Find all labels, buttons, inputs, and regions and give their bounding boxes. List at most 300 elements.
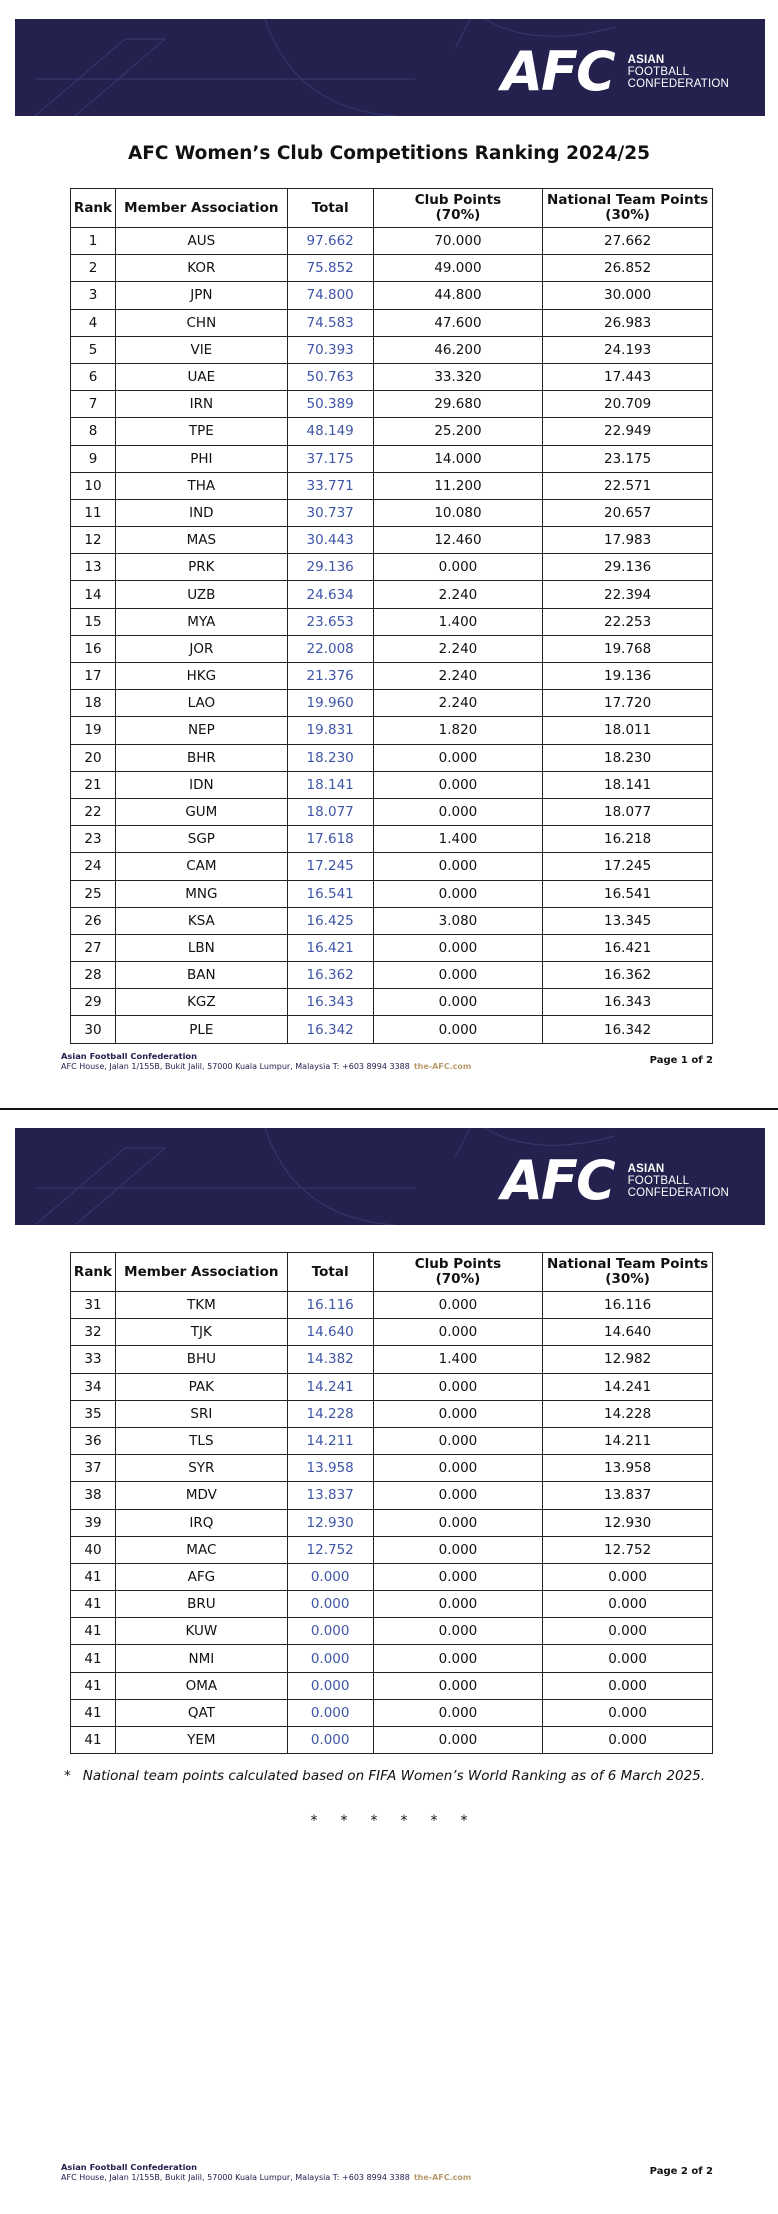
total-cell: 75.852 — [287, 255, 373, 282]
rank-cell: 31 — [71, 1292, 116, 1319]
member-association-cell: PRK — [115, 554, 287, 581]
member-association-cell: TJK — [115, 1319, 287, 1346]
member-association-cell: AUS — [115, 228, 287, 255]
table-row — [71, 1427, 713, 1454]
page-number-2: Page 2 of 2 — [649, 2166, 713, 2177]
table-row — [71, 391, 713, 418]
table-row — [71, 1016, 713, 1043]
rank-cell: 22 — [71, 798, 116, 825]
table-row — [71, 962, 713, 989]
member-association-cell: MDV — [115, 1482, 287, 1509]
member-association-cell: HKG — [115, 663, 287, 690]
national-team-points-cell: 26.852 — [543, 255, 713, 282]
club-points-cell: 0.000 — [373, 934, 543, 961]
footer-org: Asian Football Confederation — [61, 2162, 198, 2172]
member-association-cell: PAK — [115, 1373, 287, 1400]
club-points-cell: 0.000 — [373, 744, 543, 771]
rank-cell: 6 — [71, 363, 116, 390]
header-banner — [15, 19, 765, 116]
rank-cell: 14 — [71, 581, 116, 608]
total-cell: 74.583 — [287, 309, 373, 336]
rank-cell: 23 — [71, 826, 116, 853]
national-team-points-cell: 18.011 — [543, 717, 713, 744]
logo-line-3: CONFEDERATION — [627, 1187, 729, 1199]
table-row — [71, 1536, 713, 1563]
national-team-points-cell: 23.175 — [543, 445, 713, 472]
footer-2 — [61, 2162, 721, 2182]
member-association-cell: BHR — [115, 744, 287, 771]
header-national-team-points — [543, 1253, 713, 1292]
footer-org: Asian Football Confederation — [61, 1051, 198, 1061]
member-association-cell: THA — [115, 472, 287, 499]
header-national-points-label: National Team Points — [547, 1256, 709, 1272]
rank-cell: 24 — [71, 853, 116, 880]
total-cell: 14.211 — [287, 1427, 373, 1454]
total-cell: 16.541 — [287, 880, 373, 907]
national-team-points-cell: 29.136 — [543, 554, 713, 581]
national-team-points-cell: 19.136 — [543, 663, 713, 690]
member-association-cell: PLE — [115, 1016, 287, 1043]
table-row — [71, 880, 713, 907]
table-row — [71, 989, 713, 1016]
total-cell: 0.000 — [287, 1618, 373, 1645]
footer-website: the-AFC.com — [413, 2173, 472, 2182]
header-member-association: Member Association — [115, 1253, 287, 1292]
club-points-cell: 1.400 — [373, 1346, 543, 1373]
club-points-cell: 2.240 — [373, 581, 543, 608]
table-body-1 — [71, 228, 713, 1044]
national-team-points-cell: 17.443 — [543, 363, 713, 390]
total-cell: 18.077 — [287, 798, 373, 825]
total-cell: 13.837 — [287, 1482, 373, 1509]
logo-line-2: FOOTBALL — [627, 66, 690, 78]
club-points-cell: 0.000 — [373, 771, 543, 798]
header-national-team-points — [543, 189, 713, 228]
club-points-cell: 0.000 — [373, 989, 543, 1016]
club-points-cell: 0.000 — [373, 1455, 543, 1482]
rank-cell: 39 — [71, 1509, 116, 1536]
footer-1 — [61, 1051, 721, 1071]
table-row — [71, 418, 713, 445]
star-separator: * — [460, 1813, 468, 1829]
table-row — [71, 255, 713, 282]
star-separator: * — [310, 1813, 318, 1829]
national-team-points-cell: 16.541 — [543, 880, 713, 907]
member-association-cell: OMA — [115, 1672, 287, 1699]
member-association-cell: YEM — [115, 1727, 287, 1754]
national-team-points-cell: 16.362 — [543, 962, 713, 989]
club-points-cell: 14.000 — [373, 445, 543, 472]
total-cell: 70.393 — [287, 336, 373, 363]
page-number-1: Page 1 of 2 — [649, 1055, 713, 1066]
total-cell: 0.000 — [287, 1563, 373, 1590]
club-points-cell: 0.000 — [373, 1536, 543, 1563]
club-points-cell: 2.240 — [373, 635, 543, 662]
table-row — [71, 363, 713, 390]
club-points-cell: 0.000 — [373, 1427, 543, 1454]
total-cell: 16.343 — [287, 989, 373, 1016]
national-team-points-cell: 13.958 — [543, 1455, 713, 1482]
table-row — [71, 1591, 713, 1618]
table-row — [71, 907, 713, 934]
national-team-points-cell: 14.211 — [543, 1427, 713, 1454]
club-points-cell: 47.600 — [373, 309, 543, 336]
header-banner-2 — [15, 1128, 765, 1225]
national-team-points-cell: 16.421 — [543, 934, 713, 961]
member-association-cell: CHN — [115, 309, 287, 336]
afc-logo-mark: AFC — [501, 40, 614, 103]
national-team-points-cell: 22.394 — [543, 581, 713, 608]
rank-cell: 41 — [71, 1672, 116, 1699]
national-team-points-cell: 12.752 — [543, 1536, 713, 1563]
footnote — [64, 1768, 705, 1784]
total-cell: 16.342 — [287, 1016, 373, 1043]
afc-logo-text — [628, 54, 729, 90]
member-association-cell: IND — [115, 499, 287, 526]
club-points-cell: 3.080 — [373, 907, 543, 934]
rank-cell: 9 — [71, 445, 116, 472]
national-team-points-cell: 18.230 — [543, 744, 713, 771]
rank-cell: 29 — [71, 989, 116, 1016]
club-points-cell: 0.000 — [373, 1618, 543, 1645]
member-association-cell: AFG — [115, 1563, 287, 1590]
national-team-points-cell: 20.709 — [543, 391, 713, 418]
national-team-points-cell: 19.768 — [543, 635, 713, 662]
table-row — [71, 1618, 713, 1645]
table-row — [71, 228, 713, 255]
total-cell: 16.421 — [287, 934, 373, 961]
rank-cell: 13 — [71, 554, 116, 581]
header-club-points-pct: (70%) — [435, 1271, 481, 1287]
national-team-points-cell: 13.837 — [543, 1482, 713, 1509]
table-row — [71, 1727, 713, 1754]
table-row — [71, 1672, 713, 1699]
rank-cell: 35 — [71, 1400, 116, 1427]
afc-logo-2 — [501, 1149, 729, 1212]
rank-cell: 30 — [71, 1016, 116, 1043]
national-team-points-cell: 14.640 — [543, 1319, 713, 1346]
member-association-cell: KGZ — [115, 989, 287, 1016]
national-team-points-cell: 0.000 — [543, 1727, 713, 1754]
member-association-cell: MAC — [115, 1536, 287, 1563]
total-cell: 17.618 — [287, 826, 373, 853]
national-team-points-cell: 20.657 — [543, 499, 713, 526]
rank-cell: 34 — [71, 1373, 116, 1400]
member-association-cell: TPE — [115, 418, 287, 445]
member-association-cell: BAN — [115, 962, 287, 989]
rank-cell: 19 — [71, 717, 116, 744]
member-association-cell: KOR — [115, 255, 287, 282]
rank-cell: 25 — [71, 880, 116, 907]
club-points-cell: 0.000 — [373, 853, 543, 880]
total-cell: 0.000 — [287, 1699, 373, 1726]
table-row — [71, 309, 713, 336]
star-separator: * — [400, 1813, 408, 1829]
member-association-cell: TLS — [115, 1427, 287, 1454]
rank-cell: 16 — [71, 635, 116, 662]
national-team-points-cell: 14.228 — [543, 1400, 713, 1427]
member-association-cell: BRU — [115, 1591, 287, 1618]
table-row — [71, 934, 713, 961]
national-team-points-cell: 22.571 — [543, 472, 713, 499]
table-header-row — [71, 189, 713, 228]
rank-cell: 8 — [71, 418, 116, 445]
member-association-cell: IRQ — [115, 1509, 287, 1536]
total-cell: 30.443 — [287, 527, 373, 554]
star-separator: * — [430, 1813, 438, 1829]
rank-cell: 2 — [71, 255, 116, 282]
total-cell: 19.831 — [287, 717, 373, 744]
footnote-text: National team points calculated based on FIFA Women’s World Ranking as of 6 March 2025. — [82, 1768, 706, 1784]
star-separator: * — [370, 1813, 378, 1829]
rank-cell: 36 — [71, 1427, 116, 1454]
header-club-points-label: Club Points — [414, 1256, 502, 1272]
page-2 — [0, 1110, 778, 2214]
club-points-cell: 44.800 — [373, 282, 543, 309]
rank-cell: 27 — [71, 934, 116, 961]
rank-cell: 12 — [71, 527, 116, 554]
national-team-points-cell: 16.342 — [543, 1016, 713, 1043]
table-row — [71, 1645, 713, 1672]
national-team-points-cell: 16.218 — [543, 826, 713, 853]
afc-logo-text-2 — [628, 1163, 729, 1199]
table-row — [71, 336, 713, 363]
national-team-points-cell: 16.116 — [543, 1292, 713, 1319]
total-cell: 0.000 — [287, 1727, 373, 1754]
rank-cell: 40 — [71, 1536, 116, 1563]
table-row — [71, 282, 713, 309]
total-cell: 23.653 — [287, 608, 373, 635]
table-row — [71, 1699, 713, 1726]
total-cell: 16.362 — [287, 962, 373, 989]
table-row — [71, 1292, 713, 1319]
club-points-cell: 2.240 — [373, 663, 543, 690]
club-points-cell: 25.200 — [373, 418, 543, 445]
total-cell: 74.800 — [287, 282, 373, 309]
national-team-points-cell: 27.662 — [543, 228, 713, 255]
rank-cell: 33 — [71, 1346, 116, 1373]
total-cell: 0.000 — [287, 1591, 373, 1618]
club-points-cell: 0.000 — [373, 798, 543, 825]
header-total: Total — [287, 189, 373, 228]
table-row — [71, 1346, 713, 1373]
rank-cell: 41 — [71, 1563, 116, 1590]
total-cell: 37.175 — [287, 445, 373, 472]
header-club-points — [373, 189, 543, 228]
club-points-cell: 1.820 — [373, 717, 543, 744]
national-team-points-cell: 0.000 — [543, 1645, 713, 1672]
header-club-points — [373, 1253, 543, 1292]
rank-cell: 38 — [71, 1482, 116, 1509]
member-association-cell: LBN — [115, 934, 287, 961]
member-association-cell: MAS — [115, 527, 287, 554]
table-row — [71, 690, 713, 717]
total-cell: 14.382 — [287, 1346, 373, 1373]
member-association-cell: UAE — [115, 363, 287, 390]
club-points-cell: 0.000 — [373, 1482, 543, 1509]
header-national-points-pct: (30%) — [605, 207, 650, 223]
national-team-points-cell: 22.949 — [543, 418, 713, 445]
table-row — [71, 1563, 713, 1590]
rank-cell: 1 — [71, 228, 116, 255]
table-row — [71, 1319, 713, 1346]
rank-cell: 10 — [71, 472, 116, 499]
header-club-points-label: Club Points — [414, 192, 502, 208]
logo-line-1: ASIAN — [627, 1163, 665, 1175]
club-points-cell: 29.680 — [373, 391, 543, 418]
club-points-cell: 0.000 — [373, 1016, 543, 1043]
national-team-points-cell: 26.983 — [543, 309, 713, 336]
table-row — [71, 663, 713, 690]
header-national-points-label: National Team Points — [547, 192, 709, 208]
national-team-points-cell: 16.343 — [543, 989, 713, 1016]
member-association-cell: IDN — [115, 771, 287, 798]
total-cell: 97.662 — [287, 228, 373, 255]
member-association-cell: NEP — [115, 717, 287, 744]
member-association-cell: KUW — [115, 1618, 287, 1645]
member-association-cell: MNG — [115, 880, 287, 907]
club-points-cell: 0.000 — [373, 1645, 543, 1672]
ranking-table-1 — [70, 188, 713, 1044]
national-team-points-cell: 17.720 — [543, 690, 713, 717]
member-association-cell: GUM — [115, 798, 287, 825]
national-team-points-cell: 0.000 — [543, 1563, 713, 1590]
footnote-marker: * — [64, 1768, 71, 1784]
national-team-points-cell: 17.983 — [543, 527, 713, 554]
rank-cell: 37 — [71, 1455, 116, 1482]
rank-cell: 15 — [71, 608, 116, 635]
total-cell: 21.376 — [287, 663, 373, 690]
total-cell: 18.230 — [287, 744, 373, 771]
club-points-cell: 0.000 — [373, 1727, 543, 1754]
table-body-2 — [71, 1292, 713, 1754]
national-team-points-cell: 14.241 — [543, 1373, 713, 1400]
total-cell: 14.228 — [287, 1400, 373, 1427]
footer-address-text: AFC House, Jalan 1/155B, Bukit Jalil, 57000 Kuala Lumpur, Malaysia T: +603 8994 3388 — [61, 2173, 410, 2182]
table-row — [71, 1482, 713, 1509]
rank-cell: 11 — [71, 499, 116, 526]
club-points-cell: 0.000 — [373, 554, 543, 581]
footer-address — [61, 2173, 721, 2182]
star-separator: * — [340, 1813, 348, 1829]
table-row — [71, 608, 713, 635]
club-points-cell: 0.000 — [373, 1591, 543, 1618]
member-association-cell: IRN — [115, 391, 287, 418]
club-points-cell: 0.000 — [373, 1672, 543, 1699]
rank-cell: 41 — [71, 1618, 116, 1645]
national-team-points-cell: 18.077 — [543, 798, 713, 825]
rank-cell: 21 — [71, 771, 116, 798]
table-row — [71, 744, 713, 771]
club-points-cell: 1.400 — [373, 608, 543, 635]
end-stars — [0, 1813, 778, 1829]
member-association-cell: CAM — [115, 853, 287, 880]
logo-line-1: ASIAN — [627, 54, 665, 66]
member-association-cell: VIE — [115, 336, 287, 363]
total-cell: 0.000 — [287, 1645, 373, 1672]
total-cell: 18.141 — [287, 771, 373, 798]
table-header-row — [71, 1253, 713, 1292]
logo-line-2: FOOTBALL — [627, 1175, 690, 1187]
national-team-points-cell: 18.141 — [543, 771, 713, 798]
ranking-table-2 — [70, 1252, 713, 1754]
table-row — [71, 826, 713, 853]
table-row — [71, 1373, 713, 1400]
table-row — [71, 771, 713, 798]
total-cell: 0.000 — [287, 1672, 373, 1699]
club-points-cell: 33.320 — [373, 363, 543, 390]
club-points-cell: 0.000 — [373, 1292, 543, 1319]
table-row — [71, 798, 713, 825]
header-member-association: Member Association — [115, 189, 287, 228]
table-row — [71, 581, 713, 608]
member-association-cell: MYA — [115, 608, 287, 635]
club-points-cell: 12.460 — [373, 527, 543, 554]
total-cell: 16.425 — [287, 907, 373, 934]
table-row — [71, 635, 713, 662]
total-cell: 29.136 — [287, 554, 373, 581]
total-cell: 24.634 — [287, 581, 373, 608]
table-row — [71, 853, 713, 880]
total-cell: 48.149 — [287, 418, 373, 445]
total-cell: 30.737 — [287, 499, 373, 526]
national-team-points-cell: 0.000 — [543, 1591, 713, 1618]
total-cell: 50.763 — [287, 363, 373, 390]
rank-cell: 41 — [71, 1591, 116, 1618]
club-points-cell: 0.000 — [373, 1319, 543, 1346]
footer-website: the-AFC.com — [413, 1062, 472, 1071]
rank-cell: 41 — [71, 1645, 116, 1672]
total-cell: 13.958 — [287, 1455, 373, 1482]
member-association-cell: TKM — [115, 1292, 287, 1319]
national-team-points-cell: 0.000 — [543, 1672, 713, 1699]
club-points-cell: 0.000 — [373, 1563, 543, 1590]
member-association-cell: JPN — [115, 282, 287, 309]
header-national-points-pct: (30%) — [605, 1271, 650, 1287]
national-team-points-cell: 0.000 — [543, 1618, 713, 1645]
club-points-cell: 0.000 — [373, 1400, 543, 1427]
club-points-cell: 10.080 — [373, 499, 543, 526]
national-team-points-cell: 24.193 — [543, 336, 713, 363]
rank-cell: 17 — [71, 663, 116, 690]
table-row — [71, 527, 713, 554]
club-points-cell: 0.000 — [373, 1373, 543, 1400]
afc-logo-mark-2: AFC — [501, 1149, 614, 1212]
table-row — [71, 472, 713, 499]
total-cell: 22.008 — [287, 635, 373, 662]
table-row — [71, 1400, 713, 1427]
total-cell: 16.116 — [287, 1292, 373, 1319]
rank-cell: 41 — [71, 1699, 116, 1726]
total-cell: 14.241 — [287, 1373, 373, 1400]
rank-cell: 26 — [71, 907, 116, 934]
club-points-cell: 46.200 — [373, 336, 543, 363]
club-points-cell: 1.400 — [373, 826, 543, 853]
table-row — [71, 1509, 713, 1536]
total-cell: 33.771 — [287, 472, 373, 499]
member-association-cell: SYR — [115, 1455, 287, 1482]
rank-cell: 20 — [71, 744, 116, 771]
table-row — [71, 499, 713, 526]
member-association-cell: UZB — [115, 581, 287, 608]
table-row — [71, 445, 713, 472]
logo-line-3: CONFEDERATION — [627, 78, 729, 90]
rank-cell: 7 — [71, 391, 116, 418]
total-cell: 17.245 — [287, 853, 373, 880]
rank-cell: 4 — [71, 309, 116, 336]
rank-cell: 32 — [71, 1319, 116, 1346]
club-points-cell: 0.000 — [373, 880, 543, 907]
